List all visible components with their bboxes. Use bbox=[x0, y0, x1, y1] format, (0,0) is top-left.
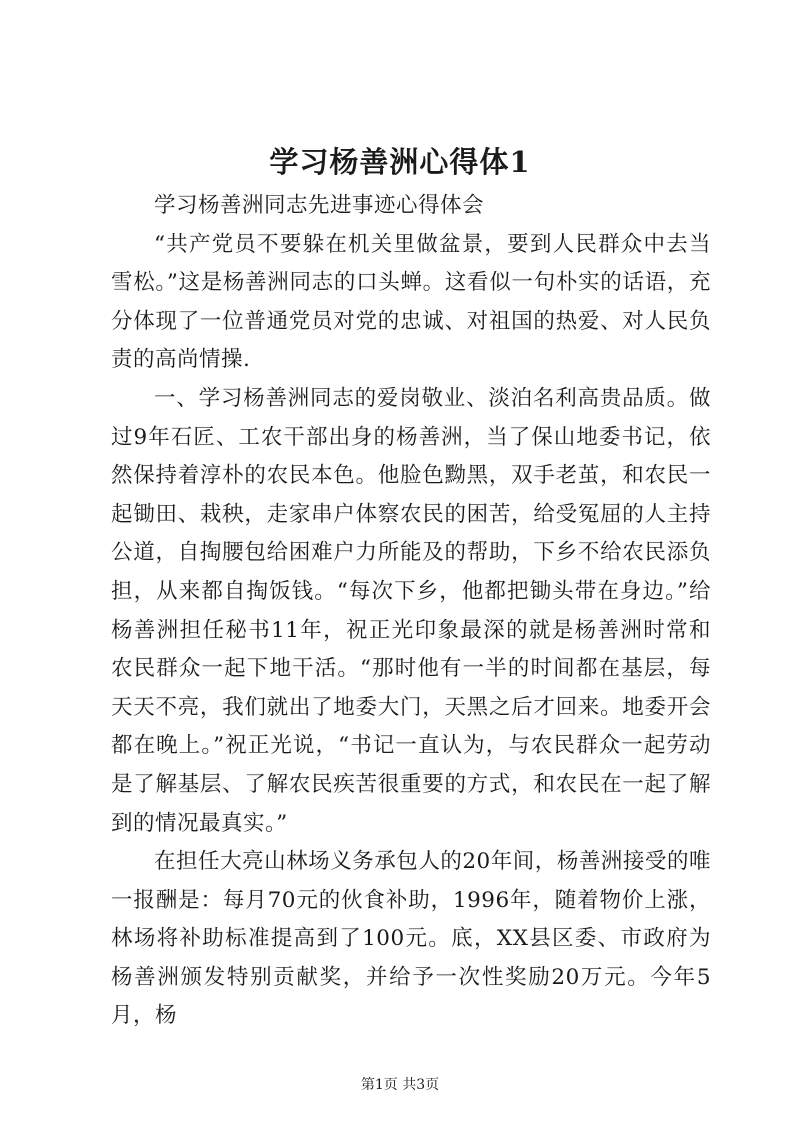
paragraph-subtitle: 学习杨善洲同志先进事迹心得体会 bbox=[154, 193, 485, 218]
paragraph-section-one: 一、学习杨善洲同志的爱岗敬业、淡泊名利高贵品质。做过9年石匠、工农干部出身的杨善洲，当了保山地委书记，依然保持着淳朴的农民本色。他脸色黝黑，双手老茧，和农民一起锄田、栽秧，走家串户体察农民的困苦，给受冤屈的人主持公道，自掏腰包给困难户力所能及的帮助，下乡不给农民添负担，从来都自掏饭钱。“每次下乡，他都把锄头带在身边。”给杨善洲担任秘书11年，祝正光印象最深的就是杨善洲时常和农民群众一起下地干活。“那时他有一半的时间都在基层，每天天不亮，我们就出了地委大门，天黑之后才回来。地委开会都在晚上。”祝正光说，“书记一直认为，与农民群众一起劳动是了解基层、了解农民疾苦很重要的方式，和农民在一起了解到的情况最真实。” bbox=[111, 385, 711, 836]
page-number-footer: 第1页 共3页 bbox=[360, 1077, 440, 1093]
paragraph-forest-farm: 在担任大亮山林场义务承包人的20年间，杨善洲接受的唯一报酬是：每月70元的伙食补助，1996年，随着物价上涨，林场将补助标准提高到了100元。底，XX县区委、市政府为杨善洲颁发特别贡献奖，并给予一次性奖励20万元。今年5月，杨 bbox=[111, 849, 711, 1029]
page-title: 学习杨善洲心得体1 bbox=[269, 145, 531, 179]
document-body bbox=[111, 187, 711, 1036]
paragraph-quote: “共产党员不要躲在机关里做盆景，要到人民群众中去当雪松。”这是杨善洲同志的口头蝉。这看似一句朴实的话语，充分体现了一位普通党员对党的忠诚、对祖国的热爱、对人民负责的高尚情操. bbox=[111, 231, 711, 373]
